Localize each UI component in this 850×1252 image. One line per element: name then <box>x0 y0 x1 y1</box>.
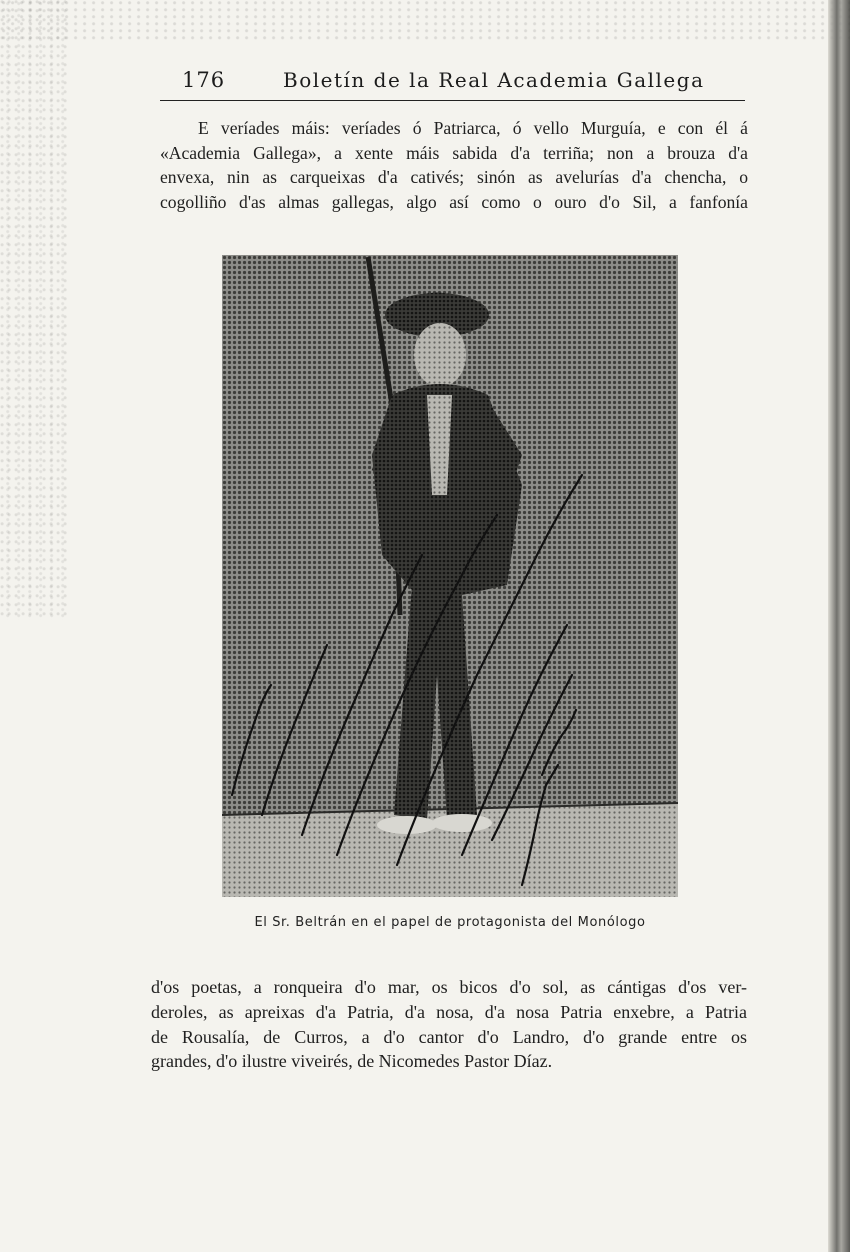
paragraph-line: «Academia Gallega», a xente máis sabida d'a terriña; non a brouza d'a <box>160 142 748 163</box>
bottom-paragraph <box>151 975 747 1074</box>
paragraph-line: de Rousalía, de Curros, a d'o cantor d'o Landro, d'o grande entre os <box>151 1026 747 1047</box>
scan-noise-left <box>0 0 70 620</box>
paragraph-line: E veríades máis: veríades ó Patriarca, ó vello Murguía, e con él á <box>198 118 748 138</box>
scan-noise-top <box>0 0 850 40</box>
top-paragraph <box>160 116 748 214</box>
photograph-actor-with-signature <box>222 255 678 897</box>
page-number: 176 <box>182 68 226 92</box>
paragraph-line: deroles, as apreixas d'a Patria, d'a nosa, d'a nosa Patria enxebre, a Patria <box>151 1001 747 1022</box>
paragraph-line: cogolliño d'as almas gallegas, algo así como o ouro d'o Sil, a fanfonía <box>160 191 748 212</box>
page-header <box>160 64 745 101</box>
page-binding-edge <box>828 0 850 1252</box>
figure-caption: El Sr. Beltrán en el papel de protagonista del Monólogo <box>254 915 646 930</box>
paragraph-line: d'os poetas, a ronqueira d'o mar, os bicos d'o sol, as cántigas d'os ver- <box>151 977 747 997</box>
paragraph-line: grandes, d'o ilustre viveirés, de Nicomedes Pastor Díaz. <box>151 1051 553 1072</box>
running-title: Boletín de la Real Academia Gallega <box>283 68 705 92</box>
paragraph-line: envexa, nin as carqueixas d'a cativés; sinón as avelurías d'a chencha, o <box>160 167 748 188</box>
